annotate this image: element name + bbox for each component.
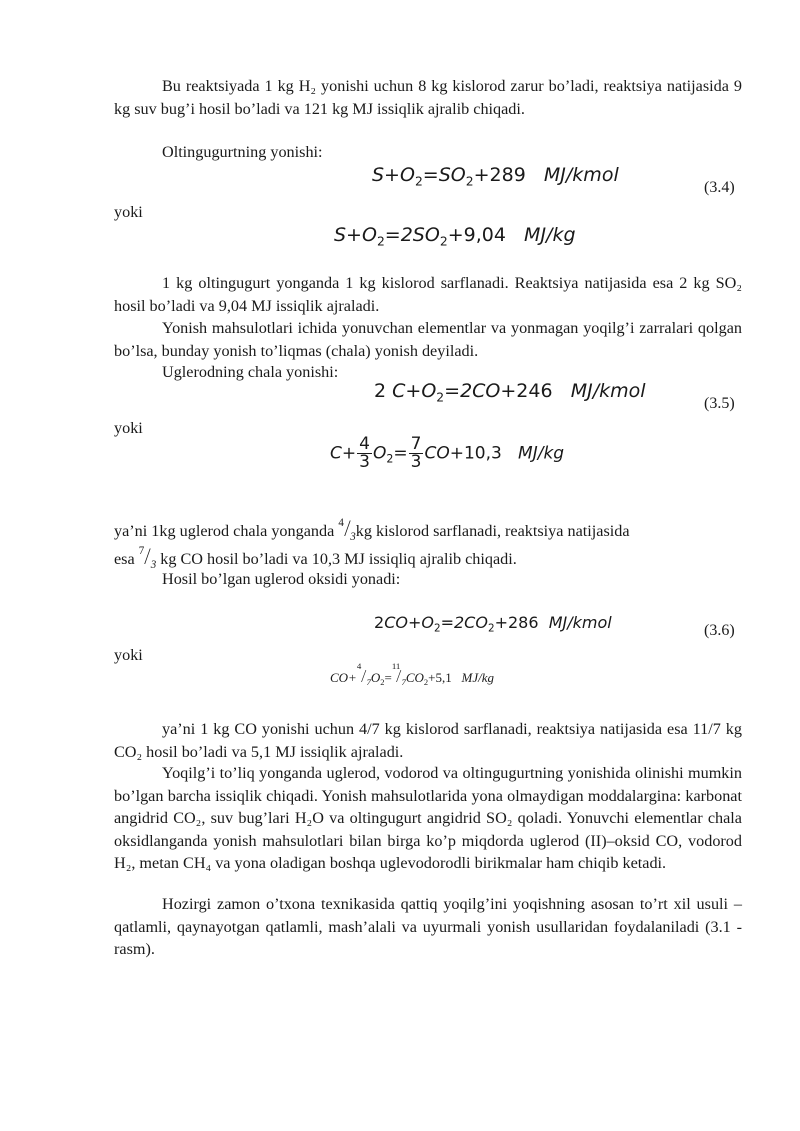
co-combustion-heading: Hosil bo’lgan uglerod oksidi yonadi: [162, 570, 401, 588]
fraction-7-3: $\frac{7}{3}$ [410, 434, 422, 472]
paragraph-hydrogen-result: Bu reaktsiyada 1 kg H₂ yonishi uchun 8 kg kislorod zarur bo’ladi, reaktsiya natijasida 9 kg suv bug’i hosil bo’ladi va 121 kg MJ issiqlik ajralib chiqadi. [114, 77, 742, 118]
equation-number-3-6: (3.6) [704, 622, 735, 639]
equation-3-6: $2CO+O_2=2CO_2+286$ MJ/kmol [374, 613, 612, 635]
sulfur-combustion-heading: Oltingugurtning yonishi: [162, 143, 323, 161]
slash-fraction-4-3: 4 $/_3$ [338, 516, 356, 543]
paragraph-co-result: ya’ni 1 kg CO yonishi uchun 4/7 kg kislorod sarflanadi, reaktsiya natijasida esa 11/7 kg CO₂ hosil bo’ladi va 5,1 MJ issiqlik ajraladi. [114, 720, 742, 761]
paragraph-combustion-methods: Hozirgi zamon o’txona texnikasida qattiq yoqilg’ini yoqishning asosan to’rt xil usuli – qatlamli, qaynayotgan qatlamli, mash’alali va uyurmali yonish usullaridan foydalaniladi (3.1 - rasm). [114, 895, 742, 958]
yoki-label-3: yoki [114, 646, 143, 664]
slash-fraction-4-7: 4 $/_7$ [356, 661, 371, 688]
carbon-incomplete-heading: Uglerodning chala yonishi: [162, 363, 339, 381]
equation-3-4-per-kg: $S+O_2=2SO_2+9,04$ MJ/kg [334, 224, 576, 249]
slash-fraction-7-3: 7 $/_3$ [138, 544, 157, 571]
slash-fraction-11-7: 11 $/_7$ [391, 661, 406, 688]
equation-3-5: 2 $C+O_2=2CO+246$ MJ/kmol [374, 380, 646, 405]
equation-number-3-4: (3.4) [704, 179, 735, 196]
equation-3-5-per-kg: C+ $\frac{4}{3}$ $O_2=$ $\frac{7}{3}$ CO+10,3 MJ/kg [330, 434, 565, 472]
paragraph-complete-combustion: Yoqilg’i to’liq yonganda uglerod, vodorod va oltingugurtning yonishida olinishi mumkin bo’lgan barcha issiqlik chiqadi. Yonish mahsulotlarida yona olmaydigan moddalargina: karbonat angidrid CO₂, suv bug’lari H₂O va oltingugurt angidrid SO₂ qoladi. Yonuvchi elementlar chala oksidlanganda yonish mahsulotlari bilan birga ko’p miqdorda uglerod (II)–oksid CO, vodorod H₂, metan CH₄ va yona oladigan boshqa uglevodorodli birikmalar ham chiqib ketadi. [114, 764, 742, 872]
paragraph-carbon-result-line1: ya’ni 1kg uglerod chala yonganda 4 $/_3kg$ kislorod sarflanadi, reaktsiya natijasida [114, 516, 630, 543]
fraction-4-3: $\frac{4}{3}$ [359, 434, 370, 472]
paragraph-incomplete-combustion: Yonish mahsulotlari ichida yonuvchan elementlar va yonmagan yoqilg’i zarralari qolgan bo’lsa, bunday yonish to’liqmas (chala) yonish deyiladi. [114, 319, 742, 360]
equation-3-4: $S+O_2=SO_2+289$ MJ/kmol [372, 164, 619, 189]
equation-number-3-5: (3.5) [704, 395, 735, 412]
yoki-label-2: yoki [114, 419, 143, 437]
paragraph-sulfur-result: 1 kg oltingugurt yonganda 1 kg kislorod sarflanadi. Reaktsiya natijasida esa 2 kg SO₂ hosil bo’ladi va 9,04 MJ issiqlik ajraladi. [114, 274, 742, 315]
yoki-label-1: yoki [114, 203, 143, 221]
paragraph-carbon-result-line2: esa 7 $/_3$ kg CO hosil bo’ladi va 10,3 MJ issiqliq ajralib chiqadi. [114, 544, 517, 571]
equation-3-6-per-kg: CO+ 4 $/_7O_2=$ 11 $/_7CO_2+5,1$ MJ/kg [330, 661, 494, 688]
